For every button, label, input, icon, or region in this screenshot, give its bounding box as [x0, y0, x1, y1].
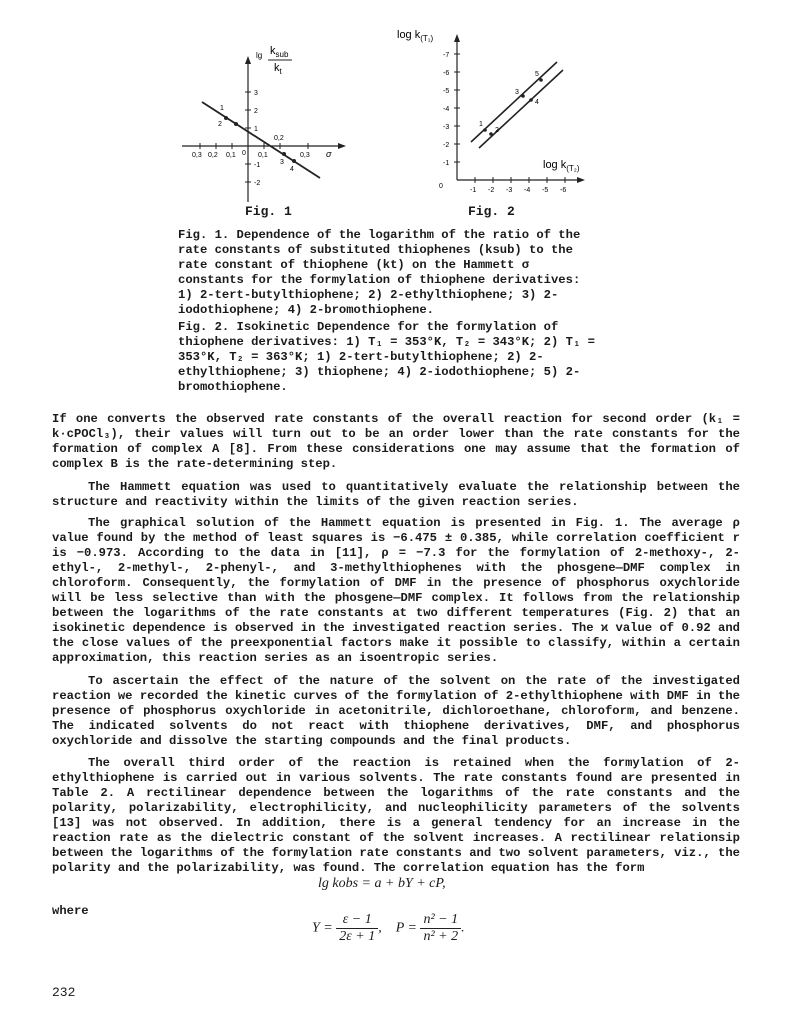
- fig2-point: [539, 78, 543, 82]
- fig1-point-label: 4: [290, 166, 294, 173]
- fig1-xlabel: σ: [326, 149, 332, 159]
- fig1-ylabel-den: $k_t$: [274, 62, 282, 76]
- paragraph-5: The overall third order of the reaction is retained when the formylation of 2-ethylthiophene is carried out in various solvents. The rate constants found are presented in Table 2. A rectilinear dependence between the logarithms of the rate constants and the polarity, polarizability, electrophilicity, and nucleophilicity parameters of the solvents [13] was not observed. In addition, there is a general tendency for an increase in the reaction rate as the dielectric constant of the solvent increases. A rectilinear relationsip between the logarithms of the formylation rate constants and two solvent parameters, viz., the polarity and the polarizability, was found. The correlation equation has the form: [52, 756, 740, 875]
- fig1-label: Fig. 1: [245, 204, 292, 219]
- fig1-xtick: 0,1: [226, 152, 236, 159]
- fig2-point-label: 3: [515, 89, 519, 96]
- fig1-point-2: [234, 122, 238, 126]
- fig1-origin: 0: [242, 150, 246, 157]
- fig1-x-arrow: [338, 143, 346, 149]
- paragraph-3: The graphical solution of the Hammett equation is presented in Fig. 1. The average ρ value found by the method of least squares is −6.475 ± 0.385, while correlation coefficient r is −0.973. According to the data in [11], ρ = −7.3 for the formylation of 2-methoxy-, 2-ethyl-, 2-methyl-, 2-phenyl-, and 3-methylthiophenes with the phosgene—DMF complex in chloroform. Consequently, the formylation of DMF in the presence of phosphorus oxychloride will be less selective than with the phosgene—DMF complex. It follows from the relationship between the logarithms of the rate constants at two different temperatures (Fig. 2) that an isokinetic dependence is observed in the investigated reaction series. The ϰ value of 0.92 and the close values of the preexponential factors make it possible to classify, within a certain approximation, this reaction series as an isoentropic series.: [52, 516, 740, 665]
- fig1-xtick: 0,1: [258, 152, 268, 159]
- fig1-regression-line: [202, 102, 320, 178]
- fig1-ytick: 3: [254, 90, 258, 97]
- fig2-plot: [395, 22, 595, 202]
- fig2-xtick: -4: [524, 187, 531, 194]
- fig2-ytick: -2: [443, 142, 450, 149]
- paragraph-4: To ascertain the effect of the nature of the solvent on the rate of the investigated reaction we recorded the kinetic curves of the formylation of 2-ethylthiophene with DMF in the presence of phosphorus oxychloride in acetonitrile, dichloroethane, chloroform, and benzene. The indicated solvents do not react with thiophene derivatives, DMF, and phosphorus oxychloride and dissolve the starting compounds and the final products.: [52, 674, 740, 748]
- fig2-xtick: -6: [560, 187, 567, 194]
- fig2-y-arrow: [454, 34, 460, 42]
- fig1-point-3: [282, 152, 286, 156]
- p-lhs: P =: [395, 920, 417, 936]
- fig1-caption: Fig. 1. Dependence of the logarithm of the ratio of the rate constants of substituted thiophenes (ksub) to the rate constant of thiophene (kt) on the Hammett σ constants for the formylation of thiophene derivatives: 1) 2-tert-butylthiophene; 2) 2-ethylthiophene; 3) 2-iodothiophene; 4) 2-bromothiophene.: [178, 228, 581, 317]
- fig1-point-4: [292, 159, 296, 163]
- fig2-line-2: [479, 70, 563, 148]
- fig2-ytick: -7: [443, 52, 450, 59]
- page-number: 232: [52, 985, 76, 1000]
- fig2-point: [521, 94, 525, 98]
- fig2-point-label: 5: [535, 71, 539, 78]
- fig1-xtick: 0,3: [192, 152, 202, 159]
- y-fraction: $\frac{\varepsilon - 1}{2\varepsilon + 1}$: [336, 912, 378, 945]
- fig2-ytick: -1: [443, 160, 450, 167]
- fig1-upper-label: 0,2: [274, 135, 284, 142]
- parameter-equations: Y = $\frac{\varepsilon - 1}{2\varepsilon + 1}$ , P = $\frac{\text{n² − 1}}{\text{n² + 2}}$ .: [312, 912, 465, 944]
- fig2-xlabel: $\log k_{(T_2)}$: [543, 159, 580, 173]
- figure-2: [395, 22, 595, 202]
- fig1-ylabel-num: $k_{sub}$: [270, 45, 289, 59]
- fig1-point-label: 3: [280, 159, 284, 166]
- fig1-point-1: [224, 116, 228, 120]
- y-lhs: Y =: [312, 920, 333, 936]
- fig2-label: Fig. 2: [468, 204, 515, 219]
- fig2-ytick: -3: [443, 124, 450, 131]
- fig2-ytick: -5: [443, 88, 450, 95]
- fig1-xtick: 0,2: [208, 152, 218, 159]
- fig2-point: [529, 98, 533, 102]
- fig1-plot: [180, 40, 360, 210]
- fig2-origin: 0: [439, 183, 443, 190]
- paragraph-2: The Hammett equation was used to quantitatively evaluate the relationship between the structure and reactivity within the limits of the given reaction series.: [52, 480, 740, 509]
- fig2-point: [483, 128, 487, 132]
- fig2-ylabel: $\log k_{(T_1)}$: [397, 29, 434, 43]
- fig1-point-label: 1: [220, 105, 224, 112]
- fig2-xtick: -2: [488, 187, 495, 194]
- fig1-ytick: -2: [254, 180, 261, 187]
- fig2-ytick: -4: [443, 106, 450, 113]
- fig1-ylabel-prefix: lg: [256, 51, 263, 60]
- fig2-xtick: -3: [506, 187, 513, 194]
- fig2-xtick: -1: [470, 187, 477, 194]
- fig2-xtick: -5: [542, 187, 549, 194]
- p-fraction: $\frac{\text{n² − 1}}{\text{n² + 2}}$: [420, 912, 461, 945]
- fig1-ytick: -1: [254, 162, 261, 169]
- fig2-ytick: -6: [443, 70, 450, 77]
- fig1-y-arrow: [245, 56, 251, 64]
- correlation-equation: lg kobs = a + bY + cP,: [318, 876, 446, 891]
- fig1-point-label: 2: [218, 121, 222, 128]
- fig1-xtick: 0,3: [300, 152, 310, 159]
- fig2-point: [489, 132, 493, 136]
- paragraph-1: If one converts the observed rate constants of the overall reaction for second order (k₁ = k·cPOCl₃), their values will turn out to be an order lower than the rate constants for the formation of complex A [8]. From these considerations one may assume that the formation of complex B is the rate-determining step.: [52, 412, 740, 471]
- fig2-point-label: 1: [479, 121, 483, 128]
- figure-1: [180, 40, 360, 210]
- fig2-caption: Fig. 2. Isokinetic Dependence for the formylation of thiophene derivatives: 1) T₁ = 353°K, T₂ = 343°K; 2) T₁ = 353°K, T₂ = 363°K; 1) 2-tert-butylthiophene; 2) 2-ethylthiophene; 3) thiophene; 4) 2-iodothiophene; 5) 2-bromothiophene.: [178, 320, 595, 394]
- where-label: where: [52, 904, 89, 918]
- fig2-point-label: 4: [535, 99, 539, 106]
- fig2-x-arrow: [577, 177, 585, 183]
- fig1-ytick: 1: [254, 126, 258, 133]
- fig2-point-label: 2: [495, 127, 499, 134]
- fig1-ytick: 2: [254, 108, 258, 115]
